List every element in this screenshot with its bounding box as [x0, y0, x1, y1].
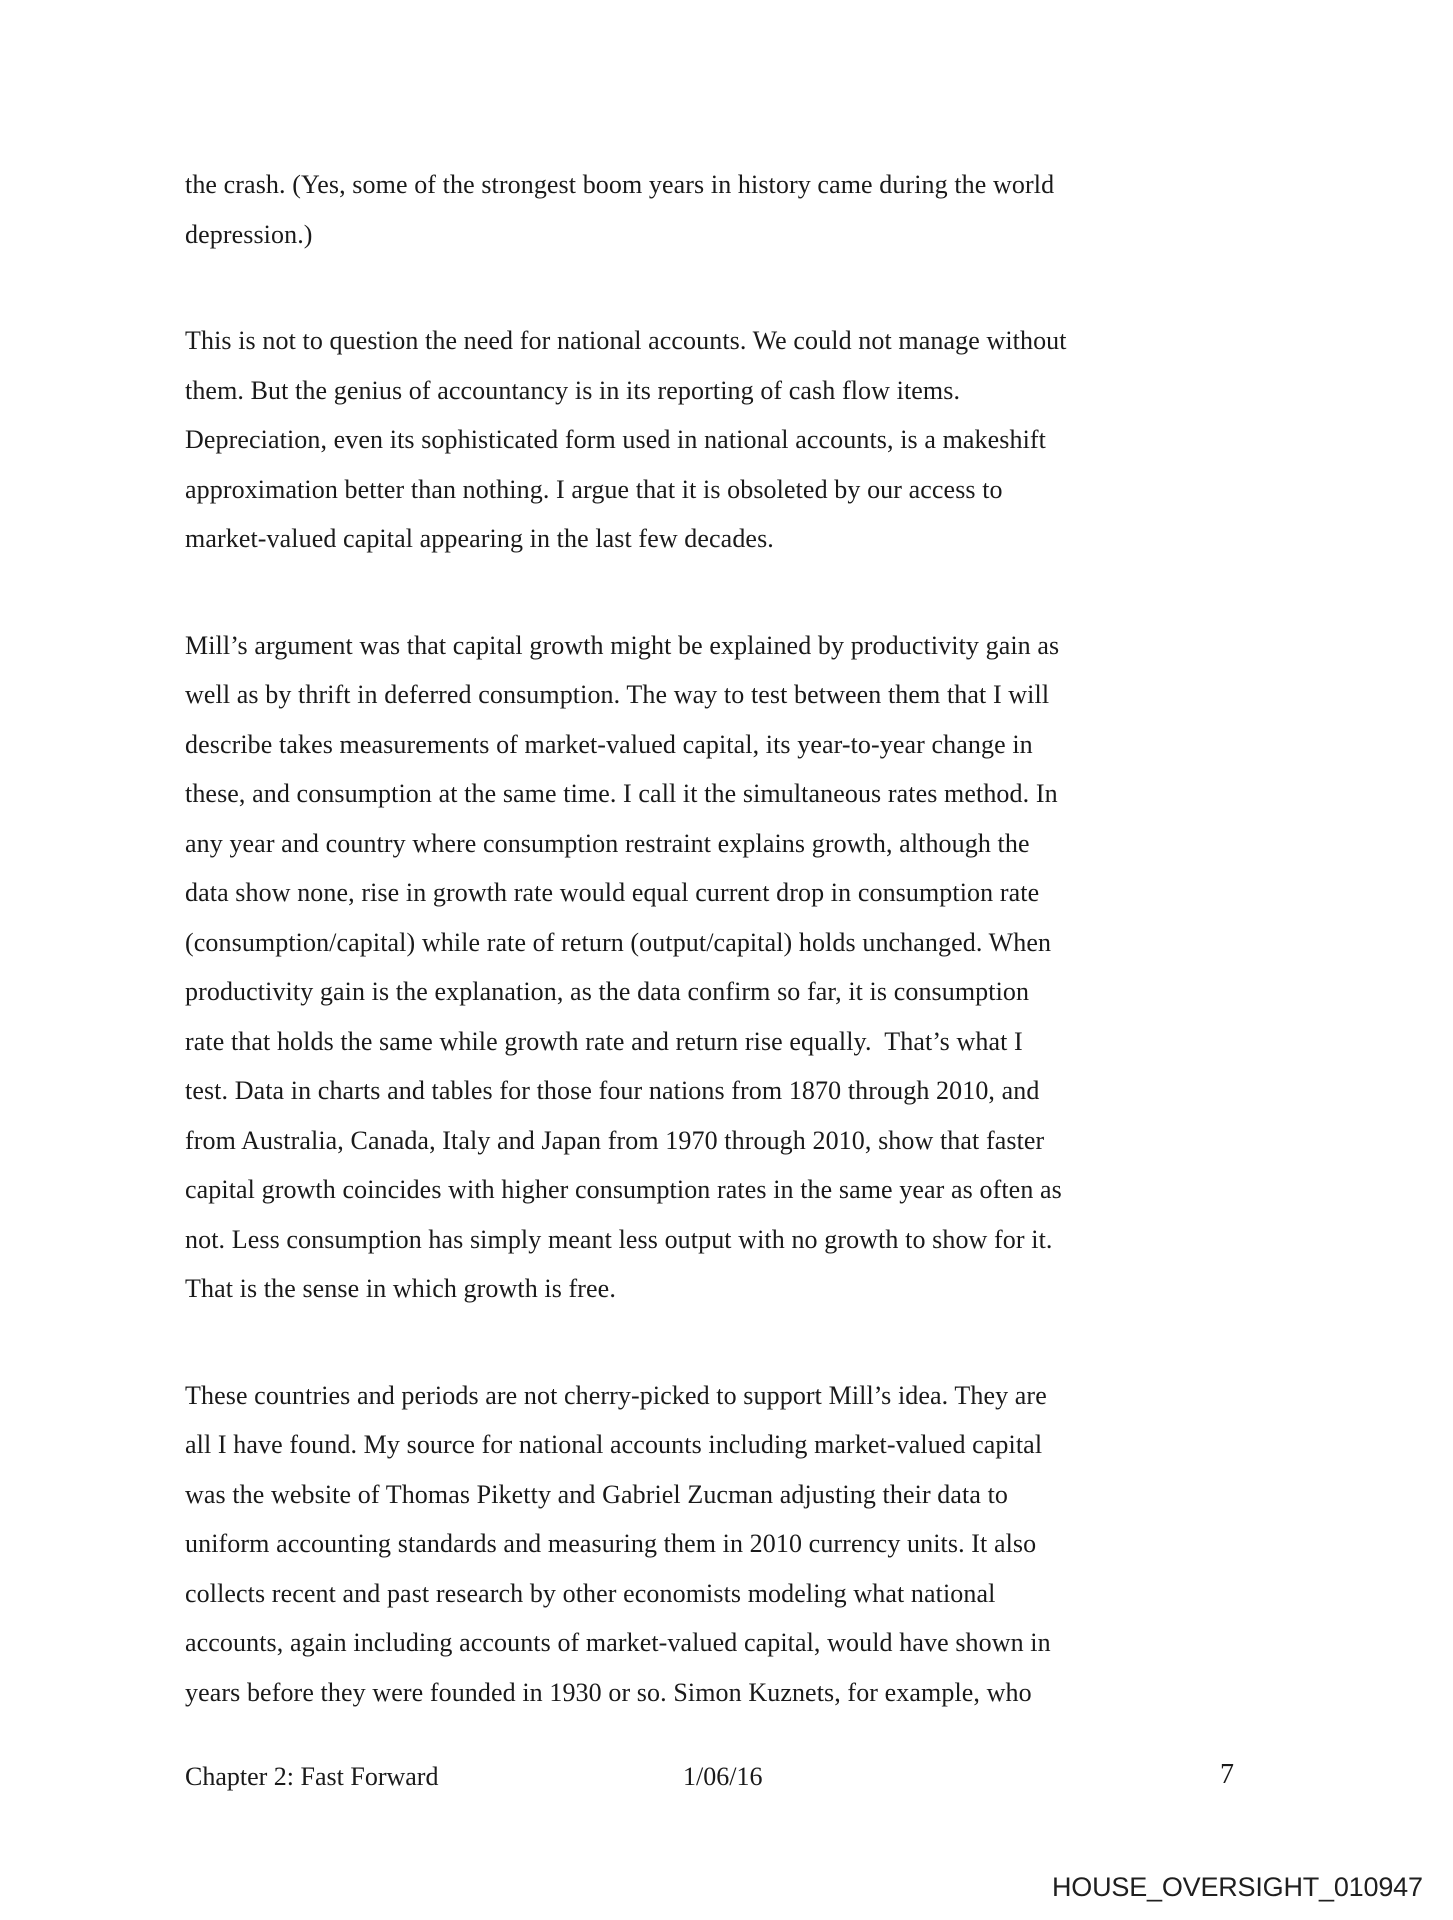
body-line: the crash. (Yes, some of the strongest boom years in history came during the world: [185, 170, 1055, 199]
body-line: any year and country where consumption restraint explains growth, although the: [185, 828, 1030, 858]
body-line: was the website of Thomas Piketty and Gabriel Zucman adjusting their data to: [185, 1479, 1009, 1509]
body-line: them. But the genius of accountancy is in its reporting of cash flow items.: [185, 375, 961, 405]
body-line: describe takes measurements of market-valued capital, its year-to-year change in: [185, 729, 1033, 759]
body-line: data show none, rise in growth rate would equal current drop in consumption rate: [185, 878, 1040, 907]
body-line: productivity gain is the explanation, as the data confirm so far, it is consumption: [185, 977, 1030, 1006]
body-line: That is the sense in which growth is free.: [185, 1274, 616, 1303]
body-line: Depreciation, even its sophisticated form used in national accounts, is a makeshift: [185, 425, 1047, 454]
body-line: market-valued capital appearing in the last few decades.: [185, 524, 774, 553]
body-line: rate that holds the same while growth rate and return rise equally. That’s what I: [185, 1026, 1023, 1056]
body-line: approximation better than nothing. I argue that it is obsoleted by our access to: [185, 474, 1003, 504]
body-line: Mill’s argument was that capital growth might be explained by productivity gain as: [185, 630, 1060, 660]
body-line: all I have found. My source for national accounts including market-valued capital: [185, 1430, 1043, 1459]
body-paragraph: [185, 1371, 1285, 1718]
body-line: years before they were founded in 1930 or so. Simon Kuznets, for example, who: [185, 1677, 1032, 1707]
body-line: test. Data in charts and tables for those four nations from 1870 through 2010, and: [185, 1076, 1040, 1105]
body-paragraph: [185, 621, 1285, 1314]
body-paragraph: [185, 160, 1285, 259]
body-line: not. Less consumption has simply meant less output with no growth to show for it.: [185, 1224, 1053, 1254]
footer-chapter: Chapter 2: Fast Forward: [185, 1762, 439, 1791]
body-line: from Australia, Canada, Italy and Japan from 1970 through 2010, show that faster: [185, 1125, 1045, 1155]
body-line: collects recent and past research by other economists modeling what national: [185, 1578, 996, 1608]
body-line: This is not to question the need for national accounts. We could not manage without: [185, 326, 1067, 355]
body-line: depression.): [185, 219, 313, 249]
body-line: uniform accounting standards and measuring them in 2010 currency units. It also: [185, 1529, 1037, 1558]
footer-date: 1/06/16: [683, 1762, 763, 1791]
body-line: (consumption/capital) while rate of return (output/capital) holds unchanged. When: [185, 927, 1052, 957]
body-line: well as by thrift in deferred consumption. The way to test between them that I will: [185, 680, 1050, 709]
bates-stamp: HOUSE_OVERSIGHT_010947: [1052, 1872, 1423, 1902]
body-line: capital growth coincides with higher consumption rates in the same year as often as: [185, 1175, 1062, 1204]
body-line: These countries and periods are not cherry-picked to support Mill’s idea. They are: [185, 1380, 1047, 1410]
body-paragraph: [185, 316, 1285, 564]
body-text: [185, 160, 1285, 1774]
footer-page-number: 7: [1220, 1759, 1234, 1790]
body-line: these, and consumption at the same time. I call it the simultaneous rates method. In: [185, 779, 1058, 808]
body-line: accounts, again including accounts of market-valued capital, would have shown in: [185, 1628, 1051, 1657]
